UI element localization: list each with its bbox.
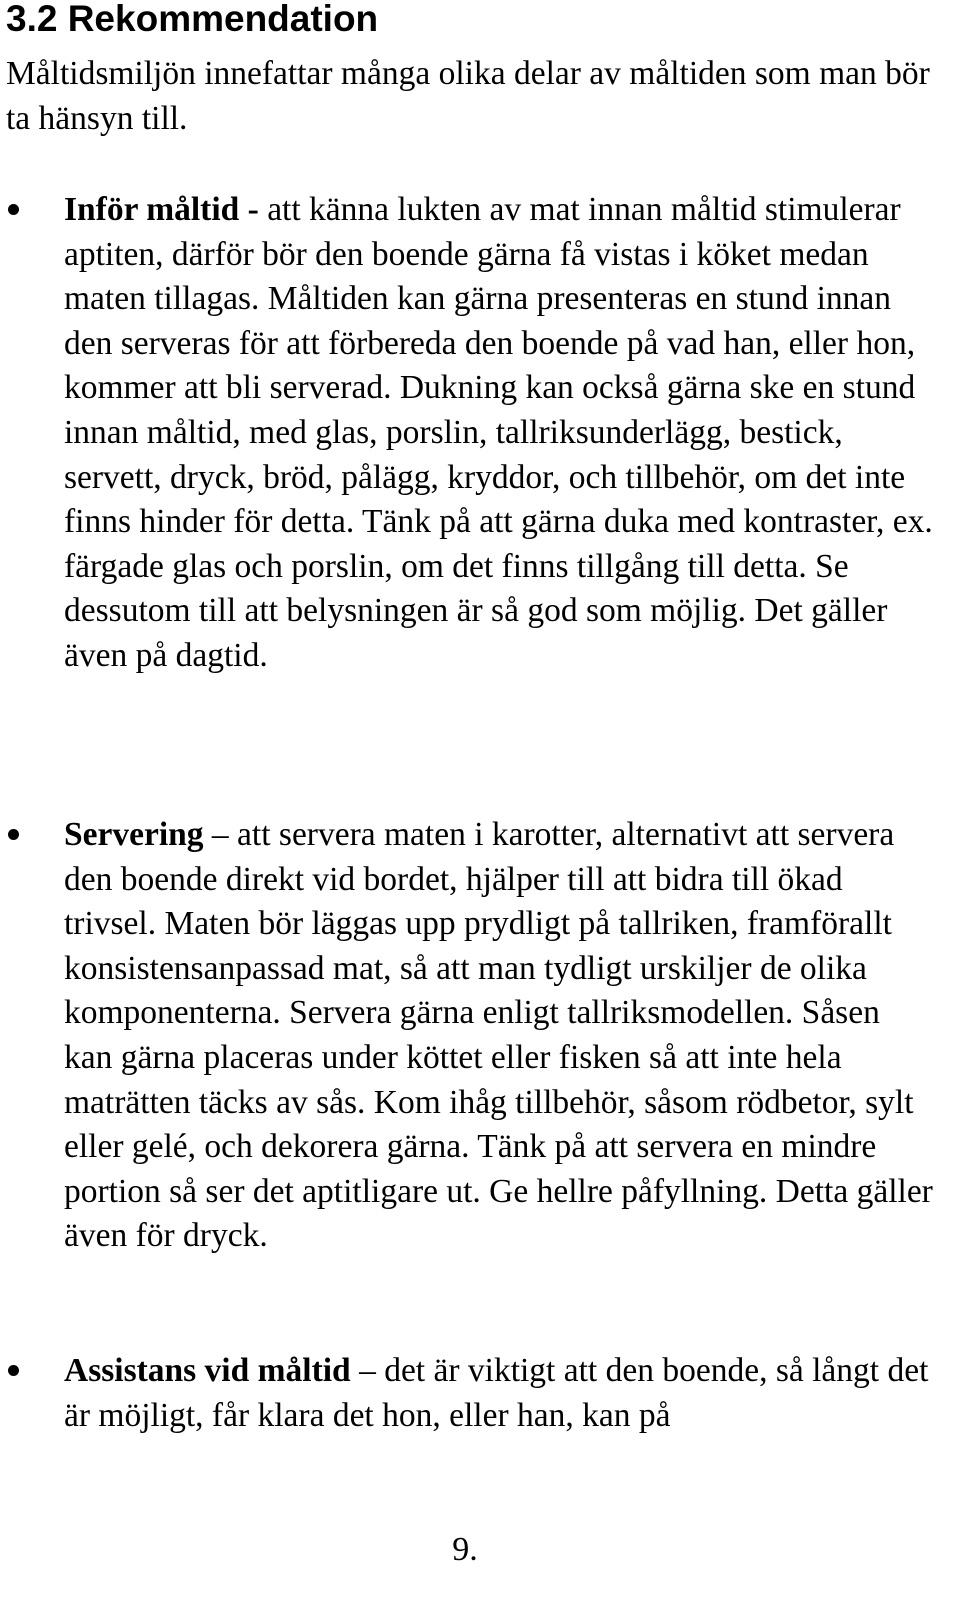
list-item-title: Inför måltid -	[64, 191, 259, 228]
list-item-text	[64, 1349, 936, 1438]
bullet-icon	[8, 204, 19, 215]
page-number: 9.	[452, 1531, 478, 1568]
list-item-text	[64, 188, 936, 679]
list-item-text	[64, 813, 936, 1259]
intro-paragraph: Måltidsmiljön innefattar många olika delar av måltiden som man bör ta hänsyn till.	[6, 55, 930, 137]
list-item-body: – att servera maten i karotter, alternativt att servera den boende direkt vid bordet, hjälper till att bidra till ökad trivsel. Maten bör läggas upp prydligt på tallriken, framförallt konsistensanpassad mat, så att man tydligt urskiljer de olika komponenterna. Servera gärna enligt tallriksmodellen. Såsen kan gärna placeras under köttet eller fisken så att inte hela maträtten täcks av sås. Kom ihåg tillbehör, såsom rödbetor, sylt eller gelé, och dekorera gärna. Tänk på att servera en mindre portion så ser det aptitligare ut. Ge hellre påfyllning. Detta gäller även för dryck.	[64, 816, 933, 1255]
list-item-body: att känna lukten av mat innan måltid stimulerar aptiten, därför bör den boende gärna få vistas i köket medan maten tillagas. Måltiden kan gärna presenteras en stund innan den serveras för att förbereda den boende på vad han, eller hon, kommer att bli serverad. Dukning kan också gärna ske en stund innan måltid, med glas, porslin, tallriksunderlägg, bestick, servett, dryck, bröd, pålägg, kryddor, och tillbehör, om det inte finns hinder för detta. Tänk på att gärna duka med kontraster, ex. färgade glas och porslin, om det finns tillgång till detta. Se dessutom till att belysningen är så god som möjlig. Det gäller även på dagtid.	[64, 191, 933, 674]
list-item-title: Assistans vid måltid	[64, 1352, 351, 1389]
list-item-body: – det är viktigt att den boende, så långt det är möjligt, får klara det hon, eller han, kan på	[64, 1352, 929, 1434]
section-heading: 3.2 Rekommendation	[6, 0, 379, 39]
bullet-icon	[8, 829, 19, 840]
bullet-icon	[8, 1365, 19, 1376]
list-item-title: Servering	[64, 816, 204, 853]
